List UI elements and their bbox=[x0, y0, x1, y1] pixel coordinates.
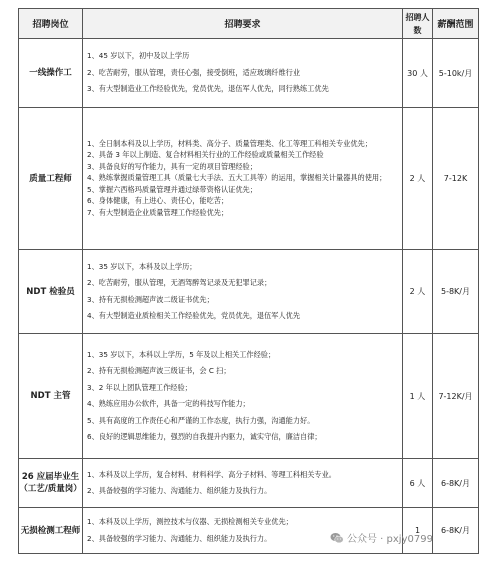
row-position: 26 应届毕业生（工艺/质量岗） bbox=[19, 459, 83, 508]
row-headcount: 1 人 bbox=[403, 334, 433, 459]
requirement-item: 1、35 岁以下，本科及以上学历； bbox=[87, 261, 197, 271]
row-salary: 5-8K/月 bbox=[433, 250, 479, 334]
table-row bbox=[19, 459, 479, 508]
requirement-item: 2、具备 3 年以上制造、复合材料相关行业的工作经验或质量相关工作经验 bbox=[87, 150, 324, 160]
requirement-item: 2、具备较强的学习能力、沟通能力、组织能力及执行力。 bbox=[87, 533, 272, 543]
row-salary: 6-8K/月 bbox=[433, 508, 479, 554]
requirement-item: 2、持有无损检测超声波三级证书，会 C 扫； bbox=[87, 366, 231, 375]
watermark-text: 公众号 · pxjy0799 bbox=[347, 534, 433, 545]
row-salary: 7-12K bbox=[433, 108, 479, 250]
table-row bbox=[19, 334, 479, 459]
table-row bbox=[19, 108, 479, 250]
requirement-item: 6、良好的逻辑思维能力，强烈的自我提升内驱力，诚实守信，廉洁自律； bbox=[87, 432, 322, 441]
header-position: 招聘岗位 bbox=[19, 9, 83, 39]
watermark bbox=[330, 530, 433, 545]
row-position: NDT 检验员 bbox=[19, 250, 83, 334]
wechat-icon bbox=[330, 532, 344, 544]
row-headcount: 6 人 bbox=[403, 459, 433, 508]
table-row bbox=[19, 250, 479, 334]
requirement-item: 2、具备较强的学习能力、沟通能力、组织能力及执行力。 bbox=[87, 486, 272, 495]
requirement-item: 2、吃苦耐劳，服从管理，无酒驾醉驾记录及无犯罪记录； bbox=[87, 278, 272, 287]
requirement-item: 4、熟练应用办公软件，具备一定的科技写作能力； bbox=[87, 399, 250, 408]
requirement-item: 1、本科及以上学历，测控技术与仪器、无损检测相关专业优先； bbox=[87, 517, 293, 526]
table-header-row bbox=[19, 9, 479, 39]
row-position: 无损检测工程师 bbox=[19, 508, 83, 554]
requirement-item: 7、有大型制造企业质量管理工作经验优先； bbox=[87, 207, 229, 217]
recruitment-table bbox=[18, 8, 479, 554]
header-salary: 薪酬范围 bbox=[433, 9, 479, 39]
requirement-item: 3、持有无损检测超声波二级证书优先； bbox=[87, 294, 214, 304]
requirement-item: 1、本科及以上学历，复合材料、材料科学、高分子材料、等理工科相关专业。 bbox=[87, 469, 336, 479]
row-requirements bbox=[83, 39, 403, 108]
requirement-item: 3、有大型制造业工作经验优先，党员优先，退伍军人优先，同行熟练工优先 bbox=[87, 84, 329, 94]
table-row bbox=[19, 39, 479, 108]
row-headcount: 30 人 bbox=[403, 39, 433, 108]
requirement-item: 1、45 岁以下，初中及以上学历 bbox=[87, 51, 190, 61]
row-headcount: 2 人 bbox=[403, 108, 433, 250]
requirement-item: 4、有大型制造业质检相关工作经验优先，党员优先，退伍军人优先 bbox=[87, 311, 301, 320]
requirement-item: 5、掌握六西格玛质量管理并通过绿带资格认证优先； bbox=[87, 184, 257, 194]
row-requirements bbox=[83, 334, 403, 459]
row-requirements bbox=[83, 108, 403, 250]
requirement-item: 2、吃苦耐劳，服从管理，责任心强，接受倒班，适应玻璃纤维行业 bbox=[87, 67, 301, 77]
requirement-item: 1、全日制本科及以上学历，材料类、高分子、质量管理类、化工等理工科相关专业优先； bbox=[87, 138, 372, 148]
row-position: 一线操作工 bbox=[19, 39, 83, 108]
requirement-item: 3、2 年以上团队管理工作经验； bbox=[87, 382, 192, 392]
row-position: 质量工程师 bbox=[19, 108, 83, 250]
row-salary: 7-12K/月 bbox=[433, 334, 479, 459]
requirement-item: 5、具有高度的工作责任心和严谨的工作态度，执行力强，沟通能力好。 bbox=[87, 415, 315, 425]
requirement-item: 4、熟练掌握质量管理工具（质量七大手法、五大工具等）的运用，掌握相关计量器具的使用； bbox=[87, 173, 387, 183]
requirement-item: 3、具备良好的写作能力，具有一定的项目管理经验； bbox=[87, 161, 257, 171]
row-headcount: 2 人 bbox=[403, 250, 433, 334]
requirement-item: 1、35 岁以下，本科以上学历，5 年及以上相关工作经验； bbox=[87, 349, 276, 359]
row-requirements bbox=[83, 250, 403, 334]
row-position: NDT 主管 bbox=[19, 334, 83, 459]
row-salary: 5-10k/月 bbox=[433, 39, 479, 108]
header-requirements: 招聘要求 bbox=[83, 9, 403, 39]
row-salary: 6-8K/月 bbox=[433, 459, 479, 508]
row-headcount: 1 bbox=[403, 508, 433, 554]
requirement-item: 6、身体健康，有上进心、责任心，能吃苦； bbox=[87, 196, 229, 206]
row-requirements bbox=[83, 459, 403, 508]
header-headcount: 招聘人数 bbox=[403, 9, 433, 39]
